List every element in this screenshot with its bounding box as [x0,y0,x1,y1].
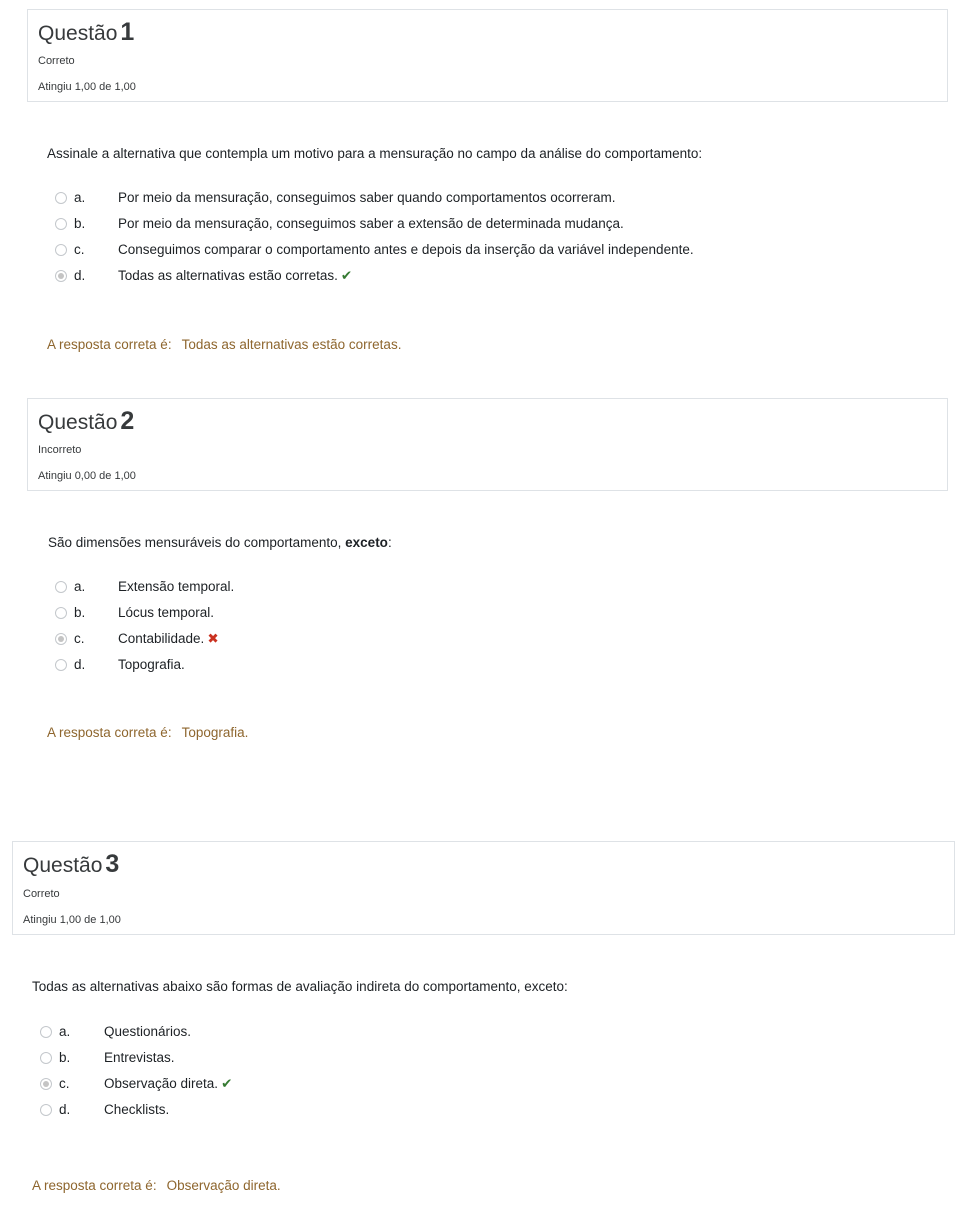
right-answer-value: Todas as alternativas estão corretas. [181,337,402,352]
answer-letter: b. [59,1050,71,1065]
answer-text: Por meio da mensuração, conseguimos saber a extensão de determinada mudança. [118,216,624,231]
question-grade: Atingiu 1,00 de 1,00 [23,914,121,926]
answer-option[interactable] [45,216,925,242]
question-text: Todas as alternativas abaixo são formas de avaliação indireta do comportamento, exceto: [32,979,568,994]
radio-button[interactable] [55,192,67,204]
radio-button[interactable] [55,581,67,593]
answer-option[interactable] [45,605,645,631]
right-answer [47,725,248,740]
question-grade: Atingiu 1,00 de 1,00 [38,81,136,93]
question-number: 2 [120,407,135,435]
answer-letter: c. [59,1076,70,1091]
answer-letter: a. [74,579,86,594]
question-state: Correto [23,888,60,900]
question-title: Questão 1 [38,18,135,46]
question-grade: Atingiu 0,00 de 1,00 [38,470,136,482]
radio-button[interactable] [55,659,67,671]
check-icon: ✔ [340,268,353,283]
answer-text: Conseguimos comparar o comportamento antes e depois da inserção da variável independente. [118,242,694,257]
answer-letter: b. [74,605,86,620]
answer-text: Checklists. [104,1102,170,1117]
answer-letter: a. [59,1024,71,1039]
question-info [27,9,948,102]
radio-button[interactable] [40,1052,52,1064]
answer-text: Contabilidade. [118,631,205,646]
answer-letter: c. [74,242,85,257]
answer-option[interactable] [45,190,925,216]
answer-list [45,579,645,683]
answer-text: Por meio da mensuração, conseguimos saber quando comportamentos ocorreram. [118,190,616,205]
answer-letter: c. [74,631,85,646]
right-answer-label: A resposta correta é: [47,725,172,740]
question-state: Incorreto [38,444,82,456]
question-state: Correto [38,55,75,67]
answer-letter: a. [74,190,86,205]
answer-option[interactable] [45,579,645,605]
answer-option-selected[interactable] [30,1076,630,1102]
question-info [27,398,948,491]
question-number: 3 [105,850,120,878]
answer-letter: b. [74,216,86,231]
answer-text: Todas as alternativas estão corretas. [118,268,338,283]
question-info [12,841,955,935]
answer-text: Lócus temporal. [118,605,215,620]
answer-text: Questionários. [104,1024,192,1039]
radio-button[interactable] [55,607,67,619]
answer-text: Topografia. [118,657,185,672]
right-answer [47,337,401,352]
answer-list [30,1024,630,1128]
answer-option[interactable] [30,1050,630,1076]
answer-text: Observação direta. [104,1076,219,1091]
check-icon: ✔ [221,1076,233,1091]
radio-button[interactable] [55,218,67,230]
answer-letter: d. [74,268,86,283]
question-number: 1 [120,18,135,46]
answer-text: Entrevistas. [104,1050,175,1065]
answer-letter: d. [74,657,86,672]
question-text: São dimensões mensuráveis do comportamento, exceto: [48,535,392,550]
radio-button[interactable] [40,1026,52,1038]
radio-button[interactable] [40,1104,52,1116]
radio-button-checked[interactable] [55,633,67,645]
right-answer [32,1178,281,1193]
question-text: Assinale a alternativa que contempla um motivo para a mensuração no campo da análise do comportamento: [47,146,703,161]
question-title: Questão 3 [23,850,120,878]
right-answer-value: Topografia. [181,725,249,740]
question-title: Questão 2 [38,407,135,435]
radio-button-checked[interactable] [40,1078,52,1090]
answer-option[interactable] [45,657,645,683]
answer-option-selected[interactable] [45,631,645,657]
right-answer-value: Observação direta. [166,1178,281,1193]
answer-list [45,190,925,294]
answer-option[interactable] [45,242,925,268]
answer-text: Extensão temporal. [118,579,235,594]
answer-option-selected[interactable] [45,268,925,294]
answer-option[interactable] [30,1024,630,1050]
answer-option[interactable] [30,1102,630,1128]
right-answer-label: A resposta correta é: [32,1178,157,1193]
cross-icon: ✖ [207,631,219,646]
answer-letter: d. [59,1102,71,1117]
emphasis-text: exceto [345,535,388,550]
radio-button-checked[interactable] [55,270,67,282]
right-answer-label: A resposta correta é: [47,337,172,352]
radio-button[interactable] [55,244,67,256]
